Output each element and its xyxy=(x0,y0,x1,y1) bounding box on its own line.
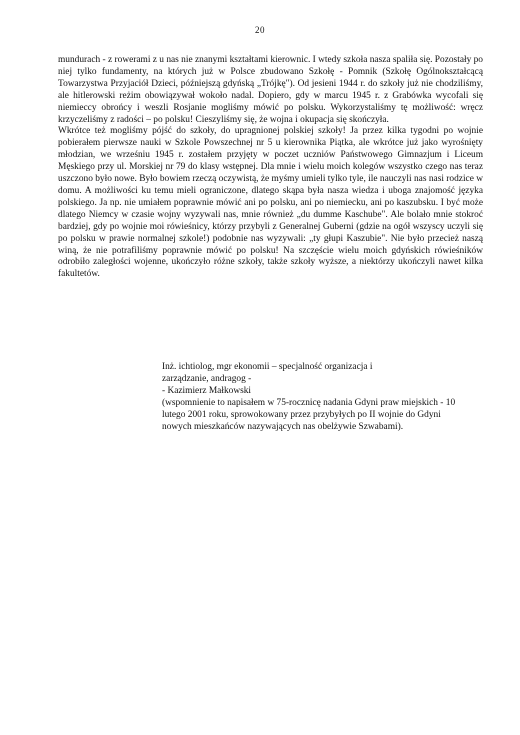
page-number: 20 xyxy=(255,25,265,35)
author-name: - Kazimierz Małkowski xyxy=(162,385,252,396)
paragraph-2: Wkrótce też mogliśmy pójść do szkoły, do upragnionej polskiej szkoły! Ja przez kilka tygodni po wojnie pobierałem pierwsze nauki w Szkole Powszechnej nr 5 u kierownika Piątka, ale wkrótce już jako wyrośnięty młodzian, we wrześniu 1945 r. zostałem przyjęty w poczet uczniów Państwowego Gimnazjum i Liceum Męskiego przy ul. Morskiej nr 79 do klasy wstępnej. Dla mnie i wielu moich kolegów wszystko czego nas teraz uszczono było nowe. Było bowiem rzeczą oczywistą, że myśmy umieli tylko tyle, ile nauczyli nas nasi rodzice w domu. A możliwości ku temu mieli ograniczone, dlatego skąpa była nasza wiedza i uboga znajomość języka polskiego. Ja np. nie umiałem poprawnie mówić ani po polsku, ani po niemiecku, ani po kaszubsku. I być może dlatego Niemcy w czasie wojny wyzywali nas, mnie również „du dumme Kaschube". Ale bolało mnie stokroć bardziej, gdy po wojnie moi rówieśnicy, którzy przybyli z Generalnej Guberni (gdzie na ogół wszyscy uczyli się po polsku w prawie normalnej szkole!) podobnie nas wyzywali: „ty głupi Kaszubie". Nie było przecież naszą winą, że nie potrafiliśmy poprawnie mówić po polsku! Na szczęście wielu moich gdyńskich rówieśników odrobiło zaległości wojenne, ukończyło różne szkoły, także szkoły wyższe, a niektórzy ukończyli nawet kilka fakultetów. xyxy=(58,126,483,280)
body-text xyxy=(58,55,483,281)
memoir-note: (wspomnienie to napisałem w 75-rocznicę nadania Gdyni praw miejskich - 10 lutego 2001 roku, sprowokowany przez przybyłych po II wojnie do Gdyni nowych mieszkańców nazywających nas obelżywie Szwabami). xyxy=(162,397,456,432)
author-title-line-2: zarządzanie, andragog - xyxy=(162,373,252,384)
paragraph-1: mundurach - z rowerami z u nas nie znanymi kształtami kierownic. I wtedy szkoła nasza spaliła się. Pozostały po niej tylko fundamenty, na których już w Polsce zbudowano Szkołę - Pomnik (Szkołę Ogólnokształcącą Towarzystwa Przyjaciół Dzieci, późniejszą gdyńską „Trójkę"). Od jesieni 1944 r. do szkoły już nie chodziliśmy, ale hitlerowski reżim obowiązywał wokoło nadal. Dopiero, gdy w marcu 1945 r. z Grabówka wycofali się niemieccy obrońcy i weszli Rosjanie mogliśmy mówić po polsku. Wykorzystaliśmy tę możliwość: wręcz krzyczeliśmy z radości – po polsku! Cieszyliśmy się, że wojna i okupacja się skończyła. xyxy=(58,55,483,125)
author-signature-block xyxy=(162,362,462,433)
author-title-line-1: Inż. ichtiolog, mgr ekonomii – specjalność organizacja i xyxy=(162,362,373,372)
